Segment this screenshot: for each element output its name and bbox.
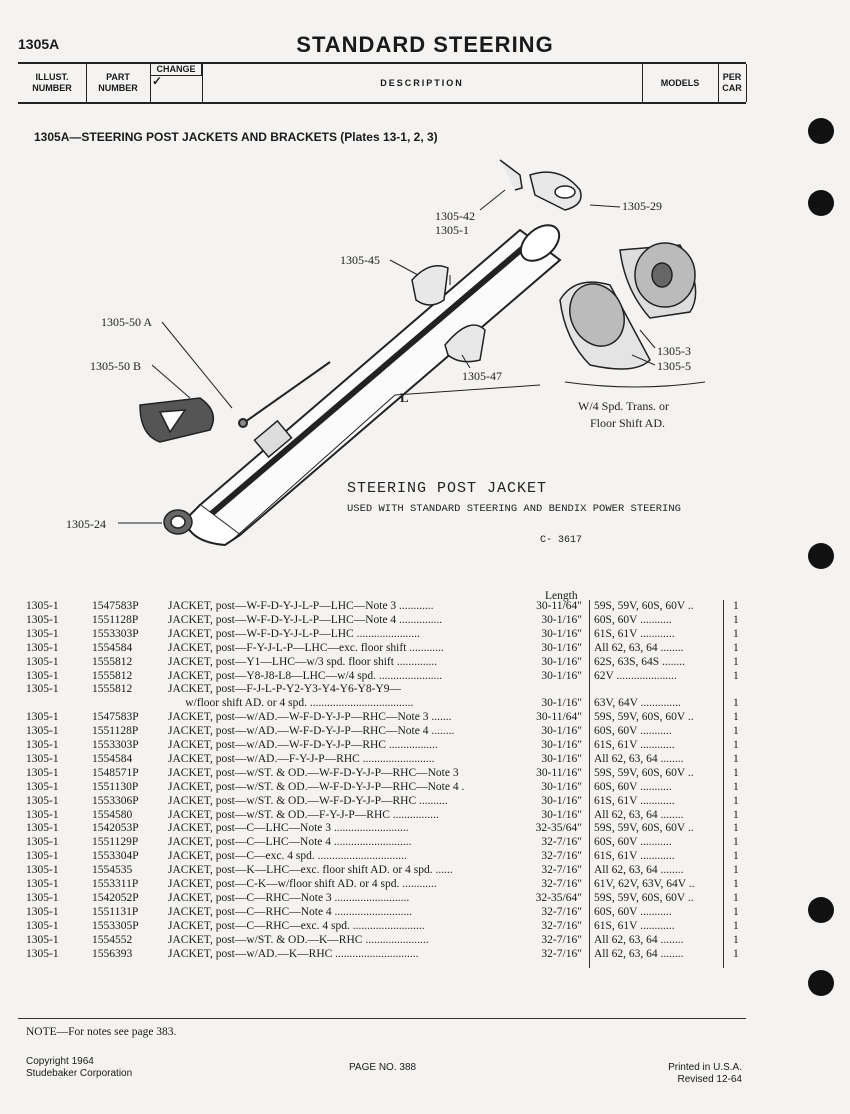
cell-per-car: 1 bbox=[733, 627, 739, 640]
cell-per-car: 1 bbox=[733, 655, 739, 668]
cell-per-car: 1 bbox=[733, 808, 739, 821]
cell-part-number: 1556393 bbox=[92, 947, 133, 960]
cell-illust-number: 1305-1 bbox=[26, 766, 59, 779]
cell-part-number: 1551129P bbox=[92, 836, 139, 849]
col-per-car bbox=[718, 64, 746, 102]
cell-illust-number: 1305-1 bbox=[26, 739, 59, 751]
callout-1305-24: 1305-24 bbox=[66, 517, 106, 531]
table-row bbox=[0, 628, 850, 642]
col-per-line2: CAR bbox=[722, 83, 742, 93]
cell-length: 32-7/16″ bbox=[541, 850, 582, 863]
col-part-number bbox=[86, 64, 150, 102]
cell-illust-number: 1305-1 bbox=[26, 683, 59, 696]
cell-illust-number: 1305-1 bbox=[26, 836, 59, 849]
cell-description: JACKET, post—C—RHC—Note 3 .......................... bbox=[168, 891, 410, 904]
cell-length: 32-35/64″ bbox=[535, 891, 582, 904]
table-row bbox=[0, 892, 850, 906]
cell-per-car: 1 bbox=[733, 864, 739, 877]
cell-illust-number: 1305-1 bbox=[26, 947, 59, 960]
cell-part-number: 1547583P bbox=[92, 711, 139, 724]
callout-1305-42: 1305-42 bbox=[435, 209, 475, 223]
table-row bbox=[0, 670, 850, 684]
cell-per-car: 1 bbox=[733, 739, 739, 751]
cell-per-car: 1 bbox=[733, 752, 739, 765]
cell-length: 32-7/16″ bbox=[541, 905, 582, 918]
cell-per-car: 1 bbox=[733, 711, 739, 724]
cell-description: JACKET, post—F-J-L-P-Y2-Y3-Y4-Y6-Y8-Y9— bbox=[168, 683, 401, 696]
cell-per-car: 1 bbox=[733, 836, 739, 849]
cell-description: JACKET, post—w/AD.—W-F-D-Y-J-P—RHC—Note 3 ....... bbox=[168, 711, 452, 724]
cell-length: 30-1/16″ bbox=[541, 613, 582, 626]
page-title: STANDARD STEERING bbox=[296, 32, 554, 57]
cell-length: 30-1/16″ bbox=[541, 794, 582, 807]
col-illust-line1: ILLUST. bbox=[35, 72, 69, 82]
cell-part-number: 1551130P bbox=[92, 780, 139, 793]
table-row bbox=[0, 683, 850, 697]
binder-hole bbox=[808, 970, 834, 996]
cell-length: 30-1/16″ bbox=[541, 725, 582, 738]
cell-illust-number: 1305-1 bbox=[26, 752, 59, 765]
cell-models: 60S, 60V ........... bbox=[594, 836, 672, 849]
cell-models: All 62, 63, 64 ........ bbox=[594, 641, 684, 654]
cell-description: JACKET, post—C-K—w/floor shift AD. or 4 spd. ............ bbox=[168, 878, 437, 890]
cell-description: JACKET, post—w/AD.—W-F-D-Y-J-P—RHC—Note 4 ........ bbox=[168, 725, 455, 738]
col-part-line1: PART bbox=[106, 72, 130, 82]
cell-length: 32-7/16″ bbox=[541, 878, 582, 890]
cell-per-car: 1 bbox=[733, 850, 739, 863]
cell-models: 60S, 60V ........... bbox=[594, 725, 672, 738]
cell-illust-number: 1305-1 bbox=[26, 641, 59, 654]
cell-illust-number: 1305-1 bbox=[26, 669, 59, 682]
cell-models: 59S, 59V, 60S, 60V .. bbox=[594, 891, 694, 904]
diagram-note-line1: W/4 Spd. Trans. or bbox=[578, 399, 670, 413]
cell-per-car: 1 bbox=[733, 725, 739, 738]
cell-description: JACKET, post—Y8-J8-L8—LHC—w/4 spd. ...................... bbox=[168, 669, 443, 682]
cell-part-number: 1555812 bbox=[92, 655, 133, 668]
cell-part-number: 1554552 bbox=[92, 933, 133, 946]
cell-illust-number: 1305-1 bbox=[26, 711, 59, 724]
callout-1305-1: 1305-1 bbox=[435, 223, 469, 237]
cell-part-number: 1551131P bbox=[92, 905, 139, 918]
cell-length: 30-1/16″ bbox=[541, 669, 582, 682]
cell-models: 59S, 59V, 60S, 60V .. bbox=[594, 600, 694, 612]
cell-per-car: 1 bbox=[733, 697, 739, 710]
col-part-line2: NUMBER bbox=[98, 83, 138, 93]
cell-part-number: 1554584 bbox=[92, 641, 133, 654]
bracket-1305-50b bbox=[140, 398, 213, 442]
cell-per-car: 1 bbox=[733, 766, 739, 779]
cell-illust-number: 1305-1 bbox=[26, 905, 59, 918]
table-row bbox=[0, 836, 850, 850]
cell-illust-number: 1305-1 bbox=[26, 794, 59, 807]
cell-illust-number: 1305-1 bbox=[26, 878, 59, 890]
callout-1305-47: 1305-47 bbox=[462, 369, 502, 383]
cell-models: 60S, 60V ........... bbox=[594, 613, 672, 626]
cell-models: All 62, 63, 64 ........ bbox=[594, 933, 684, 946]
cell-models: 61S, 61V ............ bbox=[594, 627, 675, 640]
plate-code: C- 3617 bbox=[540, 535, 583, 546]
table-row bbox=[0, 878, 850, 892]
cell-models: 61S, 61V ............ bbox=[594, 794, 675, 807]
cover-1305-3 bbox=[620, 243, 696, 318]
copyright bbox=[26, 1056, 132, 1080]
callout-1305-50a: 1305-50 A bbox=[101, 315, 152, 329]
cell-illust-number: 1305-1 bbox=[26, 780, 59, 793]
cell-models: 59S, 59V, 60S, 60V .. bbox=[594, 711, 694, 724]
cell-per-car: 1 bbox=[733, 613, 739, 626]
col-illust-line2: NUMBER bbox=[32, 83, 72, 93]
table-row bbox=[0, 697, 850, 711]
cell-description: JACKET, post—w/ST. & OD.—W-F-D-Y-J-P—RHC .......... bbox=[168, 794, 448, 807]
section-code: 1305A bbox=[18, 36, 60, 52]
col-description: DESCRIPTION bbox=[380, 77, 464, 88]
cell-description: JACKET, post—w/AD.—F-Y-J-P—RHC ......................... bbox=[168, 752, 435, 765]
cell-models: All 62, 63, 64 ........ bbox=[594, 808, 684, 821]
cell-per-car: 1 bbox=[733, 878, 739, 890]
cell-models: 59S, 59V, 60S, 60V .. bbox=[594, 766, 694, 779]
cell-description: JACKET, post—C—RHC—Note 4 ........................... bbox=[168, 905, 413, 918]
cell-description: JACKET, post—w/ST. & OD.—F-Y-J-P—RHC ................ bbox=[168, 808, 439, 821]
cell-description: JACKET, post—w/AD.—K—RHC ............................. bbox=[168, 947, 419, 960]
table-row bbox=[0, 850, 850, 864]
cell-per-car: 1 bbox=[733, 905, 739, 918]
cell-part-number: 1547583P bbox=[92, 600, 139, 612]
cell-models: 63V, 64V .............. bbox=[594, 697, 681, 710]
table-row bbox=[0, 614, 850, 628]
cell-part-number: 1553305P bbox=[92, 919, 139, 932]
footnote: NOTE—For notes see page 383. bbox=[26, 1026, 177, 1038]
table-row bbox=[0, 725, 850, 739]
callout-1305-45: 1305-45 bbox=[340, 253, 380, 267]
bracket-1305-45 bbox=[412, 266, 448, 305]
cell-description: JACKET, post—w/ST. & OD.—W-F-D-Y-J-P—RHC—Note 4 . bbox=[168, 780, 465, 793]
cell-illust-number: 1305-1 bbox=[26, 864, 59, 877]
cell-description: JACKET, post—w/ST. & OD.—W-F-D-Y-J-P—RHC—Note 3 bbox=[168, 766, 459, 779]
callout-1305-29: 1305-29 bbox=[622, 199, 662, 213]
callout-1305-5: 1305-5 bbox=[657, 359, 691, 373]
cell-description: JACKET, post—C—LHC—Note 4 ........................... bbox=[168, 836, 412, 849]
cell-per-car: 1 bbox=[733, 794, 739, 807]
copyright-line2: Studebaker Corporation bbox=[26, 1068, 133, 1079]
cell-description: JACKET, post—W-F-D-Y-J-L-P—LHC—Note 4 ............... bbox=[168, 613, 443, 626]
cell-illust-number: 1305-1 bbox=[26, 891, 59, 904]
cell-length: 30-1/16″ bbox=[541, 697, 582, 710]
cell-per-car: 1 bbox=[733, 641, 739, 654]
printed-line2: Revised 12-64 bbox=[677, 1074, 742, 1085]
cell-length: 32-7/16″ bbox=[541, 947, 582, 960]
cell-per-car: 1 bbox=[733, 600, 739, 612]
cell-per-car: 1 bbox=[733, 919, 739, 932]
col-change-label: CHANGE bbox=[150, 64, 202, 76]
cell-part-number: 1542052P bbox=[92, 891, 139, 904]
cell-part-number: 1555812 bbox=[92, 683, 133, 696]
table-row bbox=[0, 656, 850, 670]
note-rule bbox=[18, 1018, 746, 1019]
cell-illust-number: 1305-1 bbox=[26, 919, 59, 932]
cell-models: 61V, 62V, 63V, 64V .. bbox=[594, 878, 695, 890]
cell-length: 32-7/16″ bbox=[541, 933, 582, 946]
table-row bbox=[0, 795, 850, 809]
cell-length: 30-1/16″ bbox=[541, 655, 582, 668]
cell-length: 30-1/16″ bbox=[541, 780, 582, 793]
cell-per-car: 1 bbox=[733, 669, 739, 682]
cell-part-number: 1553306P bbox=[92, 794, 139, 807]
table-row bbox=[0, 753, 850, 767]
cell-description: JACKET, post—w/AD.—W-F-D-Y-J-P—RHC ................. bbox=[168, 739, 438, 751]
cell-per-car: 1 bbox=[733, 947, 739, 960]
cell-length: 30-1/16″ bbox=[541, 808, 582, 821]
cell-description: JACKET, post—F-Y-J-L-P—LHC—exc. floor shift ............ bbox=[168, 641, 444, 654]
col-models: MODELS bbox=[660, 77, 700, 88]
cell-length: 32-35/64″ bbox=[535, 822, 582, 835]
cell-illust-number: 1305-1 bbox=[26, 808, 59, 821]
col-divider bbox=[746, 64, 747, 102]
printed-line1: Printed in U.S.A. bbox=[668, 1062, 742, 1073]
cell-description: JACKET, post—w/ST. & OD.—K—RHC ...................... bbox=[168, 933, 429, 946]
table-row bbox=[0, 934, 850, 948]
cell-models: 61S, 61V ............ bbox=[594, 919, 675, 932]
col-per-line1: PER bbox=[722, 72, 742, 82]
cell-description: JACKET, post—C—LHC—Note 3 .......................... bbox=[168, 822, 409, 835]
table-row bbox=[0, 864, 850, 878]
table-row bbox=[0, 642, 850, 656]
cell-part-number: 1555812 bbox=[92, 669, 133, 682]
cell-illust-number: 1305-1 bbox=[26, 725, 59, 738]
diagram-note-line2: Floor Shift AD. bbox=[590, 416, 666, 430]
cell-per-car: 1 bbox=[733, 822, 739, 835]
dimension-l-label: L bbox=[400, 390, 409, 405]
callout-1305-3: 1305-3 bbox=[657, 344, 691, 358]
cell-illust-number: 1305-1 bbox=[26, 933, 59, 946]
col-change bbox=[150, 64, 202, 102]
section-title: 1305A—STEERING POST JACKETS AND BRACKETS (Plates 13-1, 2, 3) bbox=[34, 130, 438, 144]
length-header: Length bbox=[545, 590, 578, 602]
cell-length: 32-7/16″ bbox=[541, 836, 582, 849]
cell-length: 32-7/16″ bbox=[541, 919, 582, 932]
cell-models: 61S, 61V ............ bbox=[594, 739, 675, 751]
cell-part-number: 1553303P bbox=[92, 627, 139, 640]
print-info bbox=[662, 1062, 742, 1086]
cell-description: w/floor shift AD. or 4 spd. .................................... bbox=[168, 697, 414, 710]
callout-1305-50b: 1305-50 B bbox=[90, 359, 141, 373]
table-row bbox=[0, 711, 850, 725]
column-header-bar bbox=[18, 64, 746, 104]
cell-part-number: 1553311P bbox=[92, 878, 139, 890]
table-row bbox=[0, 906, 850, 920]
page-number: PAGE NO. 388 bbox=[349, 1062, 417, 1073]
cell-part-number: 1551128P bbox=[92, 613, 139, 626]
col-illust-number bbox=[18, 64, 86, 102]
diagram-caption-sub: USED WITH STANDARD STEERING AND BENDIX POWER STEERING bbox=[347, 503, 681, 515]
table-row bbox=[0, 781, 850, 795]
cell-models: 62V ..................... bbox=[594, 669, 677, 682]
copyright-line1: Copyright 1964 bbox=[26, 1056, 94, 1067]
cell-illust-number: 1305-1 bbox=[26, 627, 59, 640]
cell-models: 59S, 59V, 60S, 60V .. bbox=[594, 822, 694, 835]
diagram-caption-title: STEERING POST JACKET bbox=[347, 480, 548, 497]
cell-models: 60S, 60V ........... bbox=[594, 905, 672, 918]
bracket-1305-29 bbox=[500, 160, 581, 210]
cell-part-number: 1542053P bbox=[92, 822, 139, 835]
cell-length: 30-1/16″ bbox=[541, 739, 582, 751]
cell-part-number: 1554584 bbox=[92, 752, 133, 765]
cell-description: JACKET, post—C—exc. 4 spd. ............................... bbox=[168, 850, 407, 863]
cell-length: 30-1/16″ bbox=[541, 752, 582, 765]
steering-post-diagram bbox=[0, 150, 850, 580]
cell-illust-number: 1305-1 bbox=[26, 613, 59, 626]
cell-length: 32-7/16″ bbox=[541, 864, 582, 877]
cell-models: 61S, 61V ............ bbox=[594, 850, 675, 863]
cell-models: 62S, 63S, 64S ........ bbox=[594, 655, 686, 668]
cell-models: All 62, 63, 64 ........ bbox=[594, 752, 684, 765]
change-check-icon: ✓ bbox=[152, 74, 163, 88]
cell-part-number: 1554580 bbox=[92, 808, 133, 821]
cell-per-car: 1 bbox=[733, 891, 739, 904]
cell-description: JACKET, post—W-F-D-Y-J-L-P—LHC ...................... bbox=[168, 627, 420, 640]
binder-hole bbox=[808, 118, 834, 144]
cell-description: JACKET, post—Y1—LHC—w/3 spd. floor shift .............. bbox=[168, 655, 438, 668]
cell-part-number: 1551128P bbox=[92, 725, 139, 738]
table-row bbox=[0, 767, 850, 781]
cell-part-number: 1553303P bbox=[92, 739, 139, 751]
cell-illust-number: 1305-1 bbox=[26, 822, 59, 835]
cell-illust-number: 1305-1 bbox=[26, 655, 59, 668]
table-row bbox=[0, 600, 850, 614]
cell-part-number: 1554535 bbox=[92, 864, 133, 877]
table-row bbox=[0, 920, 850, 934]
cell-part-number: 1553304P bbox=[92, 850, 139, 863]
cell-length: 30-11/16″ bbox=[536, 766, 582, 779]
cell-part-number: 1548571P bbox=[92, 766, 139, 779]
table-row bbox=[0, 948, 850, 962]
cell-per-car: 1 bbox=[733, 933, 739, 946]
table-row bbox=[0, 822, 850, 836]
table-row bbox=[0, 809, 850, 823]
table-row bbox=[0, 739, 850, 753]
cell-length: 30-1/16″ bbox=[541, 641, 582, 654]
cell-models: All 62, 63, 64 ........ bbox=[594, 947, 684, 960]
cell-length: 30-11/64″ bbox=[536, 711, 582, 724]
cell-per-car: 1 bbox=[733, 780, 739, 793]
cell-description: JACKET, post—C—RHC—exc. 4 spd. ......................... bbox=[168, 919, 425, 932]
clamp-1305-24 bbox=[164, 510, 192, 534]
cell-length: 30-11/64″ bbox=[536, 600, 582, 612]
cell-models: All 62, 63, 64 ........ bbox=[594, 864, 684, 877]
cell-description: JACKET, post—W-F-D-Y-J-L-P—LHC—Note 3 ............ bbox=[168, 600, 434, 612]
cell-illust-number: 1305-1 bbox=[26, 850, 59, 863]
cell-illust-number: 1305-1 bbox=[26, 600, 59, 612]
cell-models: 60S, 60V ........... bbox=[594, 780, 672, 793]
cell-description: JACKET, post—K—LHC—exc. floor shift AD. or 4 spd. ...... bbox=[168, 864, 453, 877]
cell-length: 30-1/16″ bbox=[541, 627, 582, 640]
